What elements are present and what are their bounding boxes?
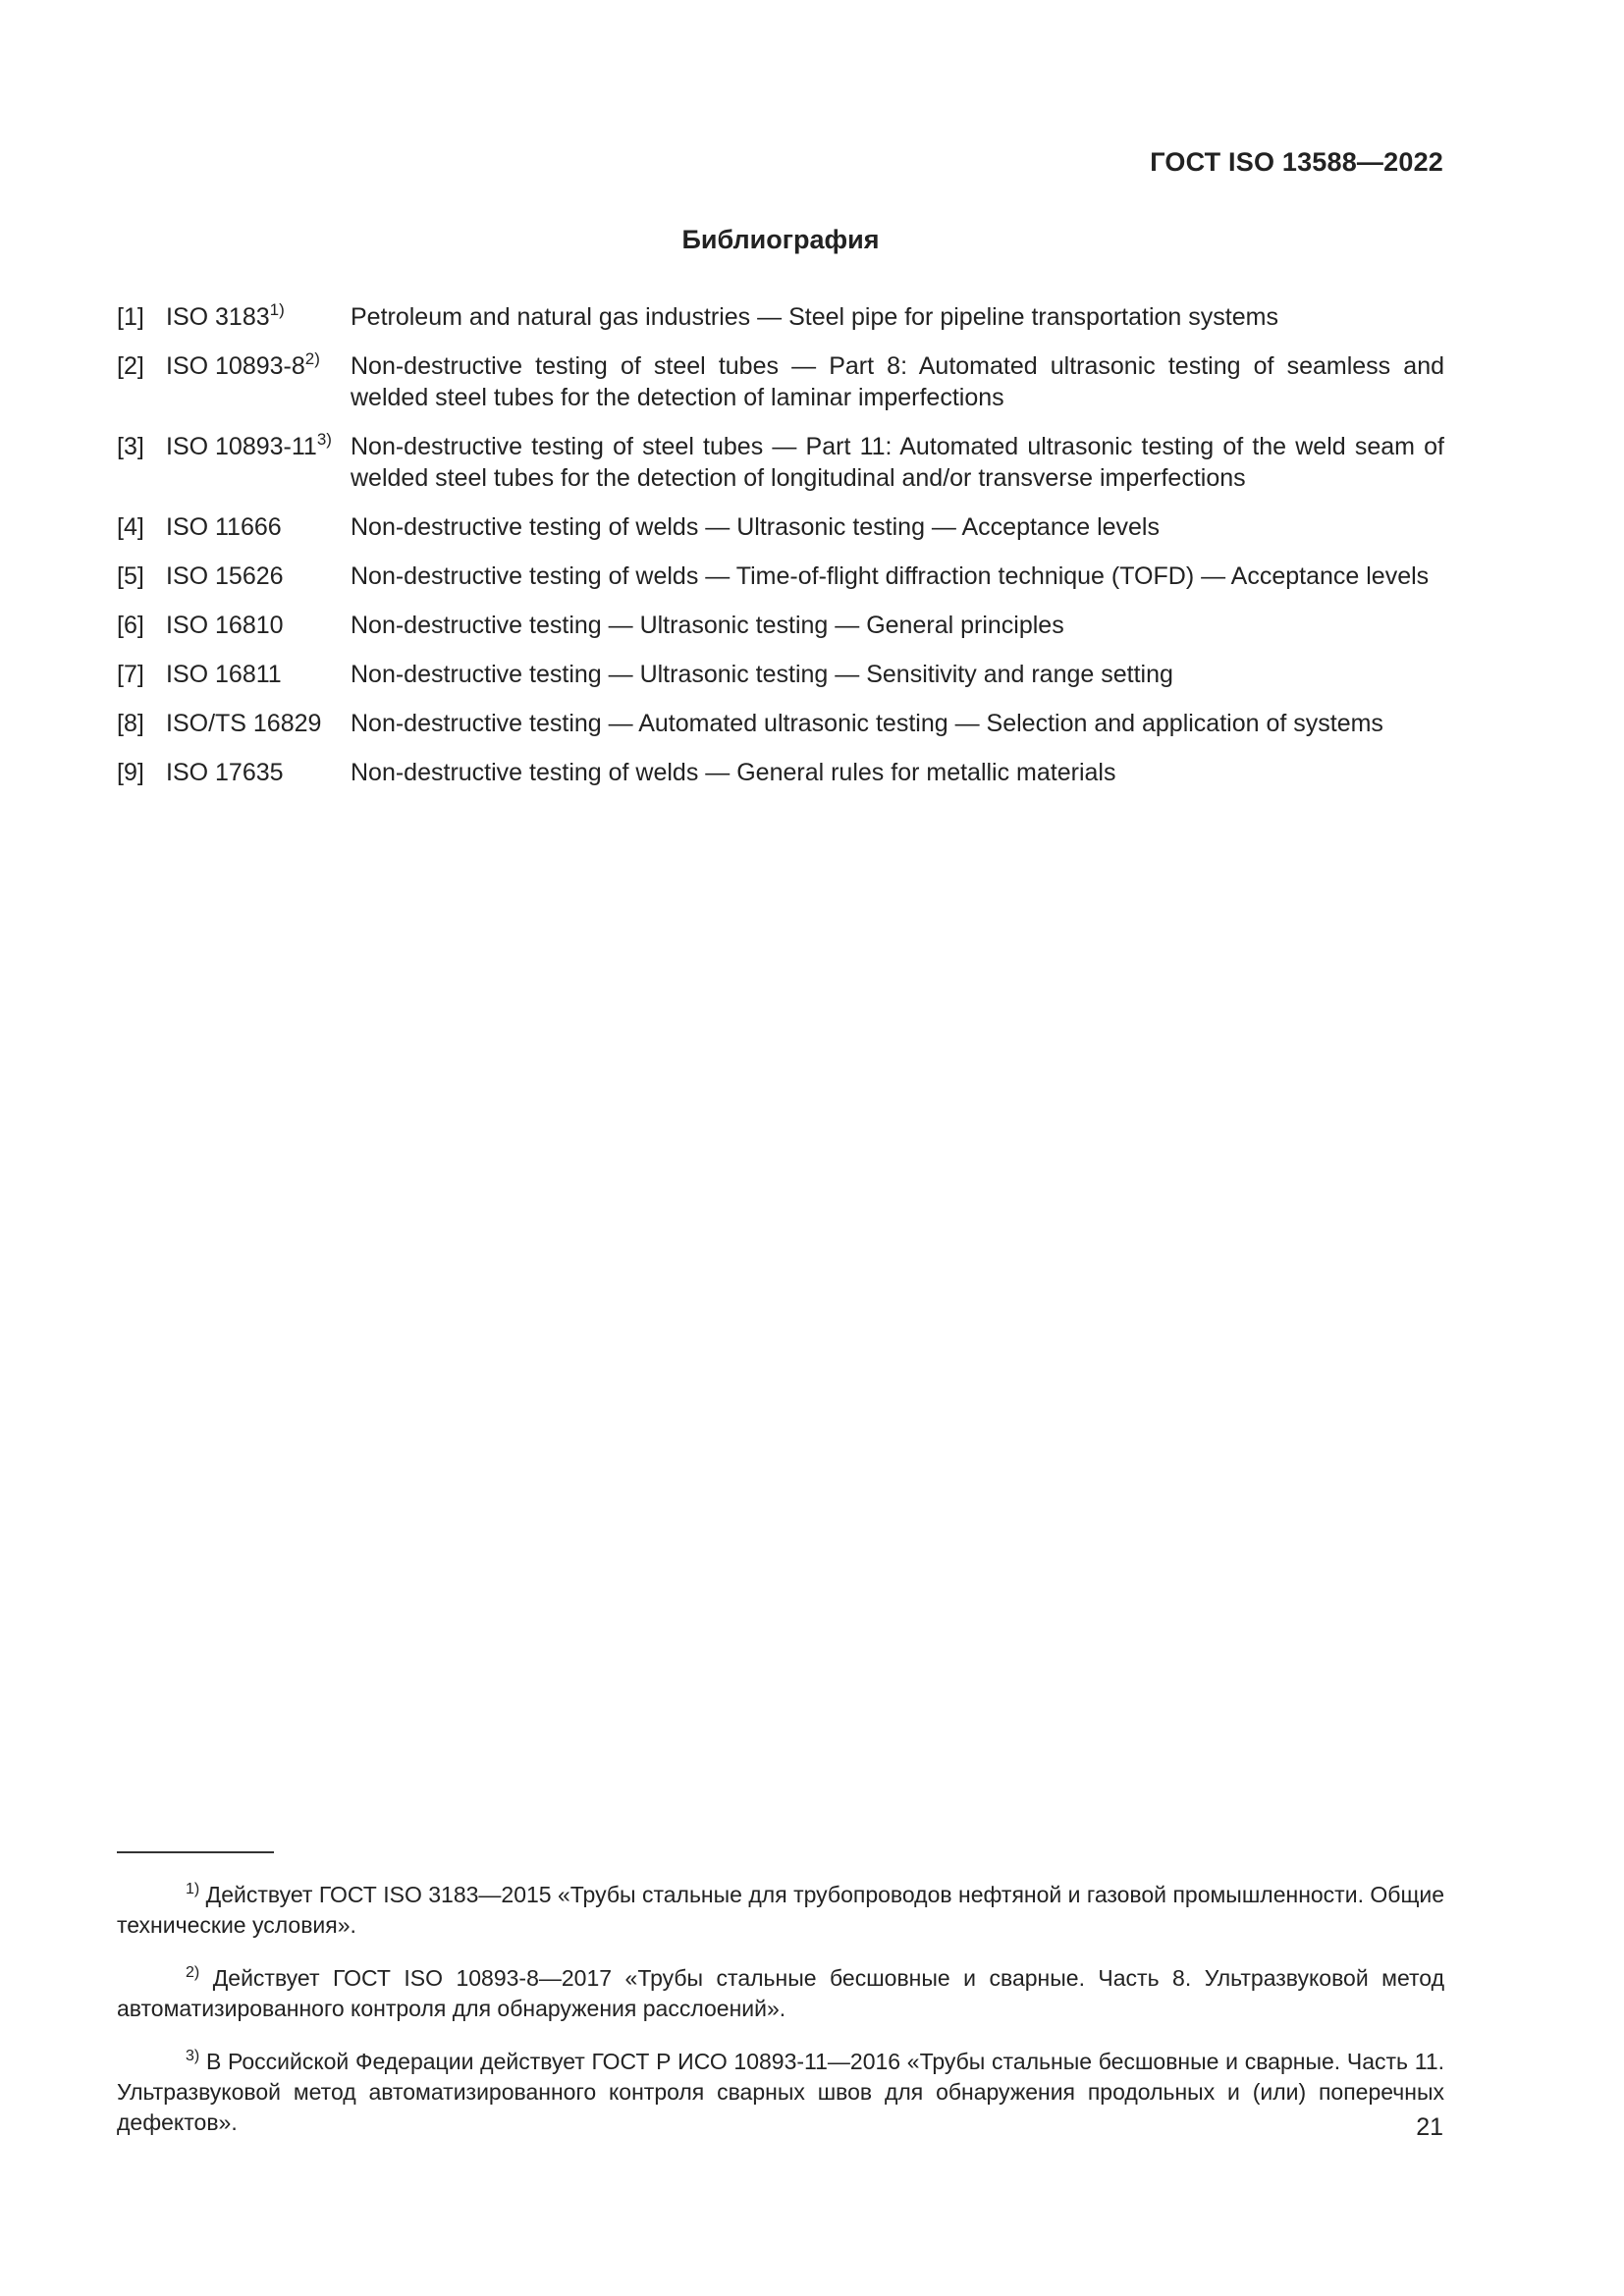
footnote-reference: 1) bbox=[269, 300, 285, 319]
entry-number: [3] bbox=[117, 433, 144, 460]
entry-code-text: ISO 10893-11 bbox=[166, 433, 317, 460]
entry-title: Petroleum and natural gas industries — Steel pipe for pipeline transportation systems bbox=[351, 303, 1278, 331]
entry-title: Non-destructive testing of welds — Time-of-flight diffraction technique (TOFD) — Acceptance levels bbox=[351, 562, 1430, 590]
bibliography-entry bbox=[117, 301, 1444, 333]
footnote bbox=[117, 2047, 1444, 2138]
bibliography-entry bbox=[117, 511, 1444, 543]
entry-standard-code: ISO 17635 bbox=[166, 759, 284, 786]
entry-standard-code: ISO 16810 bbox=[166, 612, 284, 639]
footnote-mark: 2) bbox=[186, 1964, 200, 1981]
bibliography-entry bbox=[117, 350, 1444, 413]
entry-number: [1] bbox=[117, 303, 144, 331]
bibliography-entry bbox=[117, 610, 1444, 641]
entry-number: [9] bbox=[117, 759, 144, 786]
footnote bbox=[117, 1880, 1444, 1941]
entry-number: [8] bbox=[117, 710, 144, 737]
entry-code-text: ISO 10893-8 bbox=[166, 352, 305, 380]
entry-title: Non-destructive testing of welds — General rules for metallic materials bbox=[351, 759, 1116, 786]
page-number: 21 bbox=[1416, 2113, 1443, 2141]
bibliography-title: Библиография bbox=[681, 225, 880, 254]
entry-number: [5] bbox=[117, 562, 144, 590]
entry-standard-code: ISO/TS 16829 bbox=[166, 710, 322, 737]
bibliography-entry bbox=[117, 659, 1444, 690]
footnote-text: Действует ГОСТ ISO 3183—2015 «Трубы стальные для трубопроводов нефтяной и газовой промышленности. Общие технические условия». bbox=[117, 1882, 1445, 1938]
entry-title: Non-destructive testing of steel tubes — Part 8: Automated ultrasonic testing of seamless and welded steel tubes for the detection of laminar imperfections bbox=[351, 352, 1444, 411]
footnote-mark: 3) bbox=[186, 2048, 200, 2064]
footnotes-section bbox=[117, 1857, 1444, 2146]
footnote bbox=[117, 1963, 1444, 2024]
entry-standard-code: ISO 16811 bbox=[166, 661, 282, 688]
footnote-separator bbox=[117, 1851, 274, 1853]
footnote-reference: 3) bbox=[316, 430, 332, 449]
footnote-text: В Российской Федерации действует ГОСТ Р ИСО 10893-11—2016 «Трубы стальные бесшовные и сварные. Часть 11. Ультразвуковой метод автоматизированного контроля сварных швов для обнаружения продольных и (или) поперечных дефектов». bbox=[117, 2049, 1445, 2135]
entry-standard-code bbox=[166, 350, 351, 413]
bibliography-entry bbox=[117, 431, 1444, 494]
entry-title: Non-destructive testing — Automated ultrasonic testing — Selection and application of systems bbox=[351, 710, 1383, 737]
entry-number: [7] bbox=[117, 661, 144, 688]
entry-title: Non-destructive testing of welds — Ultrasonic testing — Acceptance levels bbox=[351, 513, 1160, 541]
entry-number: [4] bbox=[117, 513, 144, 541]
entry-number: [6] bbox=[117, 612, 144, 639]
footnote-reference: 2) bbox=[304, 349, 320, 368]
footnote-mark: 1) bbox=[186, 1881, 200, 1897]
entry-standard-code bbox=[166, 431, 351, 494]
entry-standard-code: ISO 15626 bbox=[166, 562, 284, 590]
bibliography-entry bbox=[117, 561, 1444, 592]
entry-title: Non-destructive testing — Ultrasonic testing — Sensitivity and range setting bbox=[351, 661, 1173, 688]
bibliography-list bbox=[117, 301, 1444, 806]
footnote-text: Действует ГОСТ ISO 10893-8—2017 «Трубы стальные бесшовные и сварные. Часть 8. Ультразвуковой метод автоматизированного контроля для обнаружения расслоений». bbox=[117, 1965, 1444, 2021]
entry-number: [2] bbox=[117, 352, 144, 380]
bibliography-entry bbox=[117, 708, 1444, 739]
document-code-header: ГОСТ ISO 13588—2022 bbox=[1150, 147, 1443, 177]
entry-code-text: ISO 3183 bbox=[166, 303, 270, 331]
entry-title: Non-destructive testing of steel tubes — Part 11: Automated ultrasonic testing of the weld seam of welded steel tubes for the detection of longitudinal and/or transverse imperfections bbox=[351, 433, 1444, 492]
entry-title: Non-destructive testing — Ultrasonic testing — General principles bbox=[351, 612, 1064, 639]
entry-standard-code: ISO 11666 bbox=[166, 513, 282, 541]
bibliography-entry bbox=[117, 757, 1444, 788]
entry-standard-code bbox=[166, 301, 351, 333]
